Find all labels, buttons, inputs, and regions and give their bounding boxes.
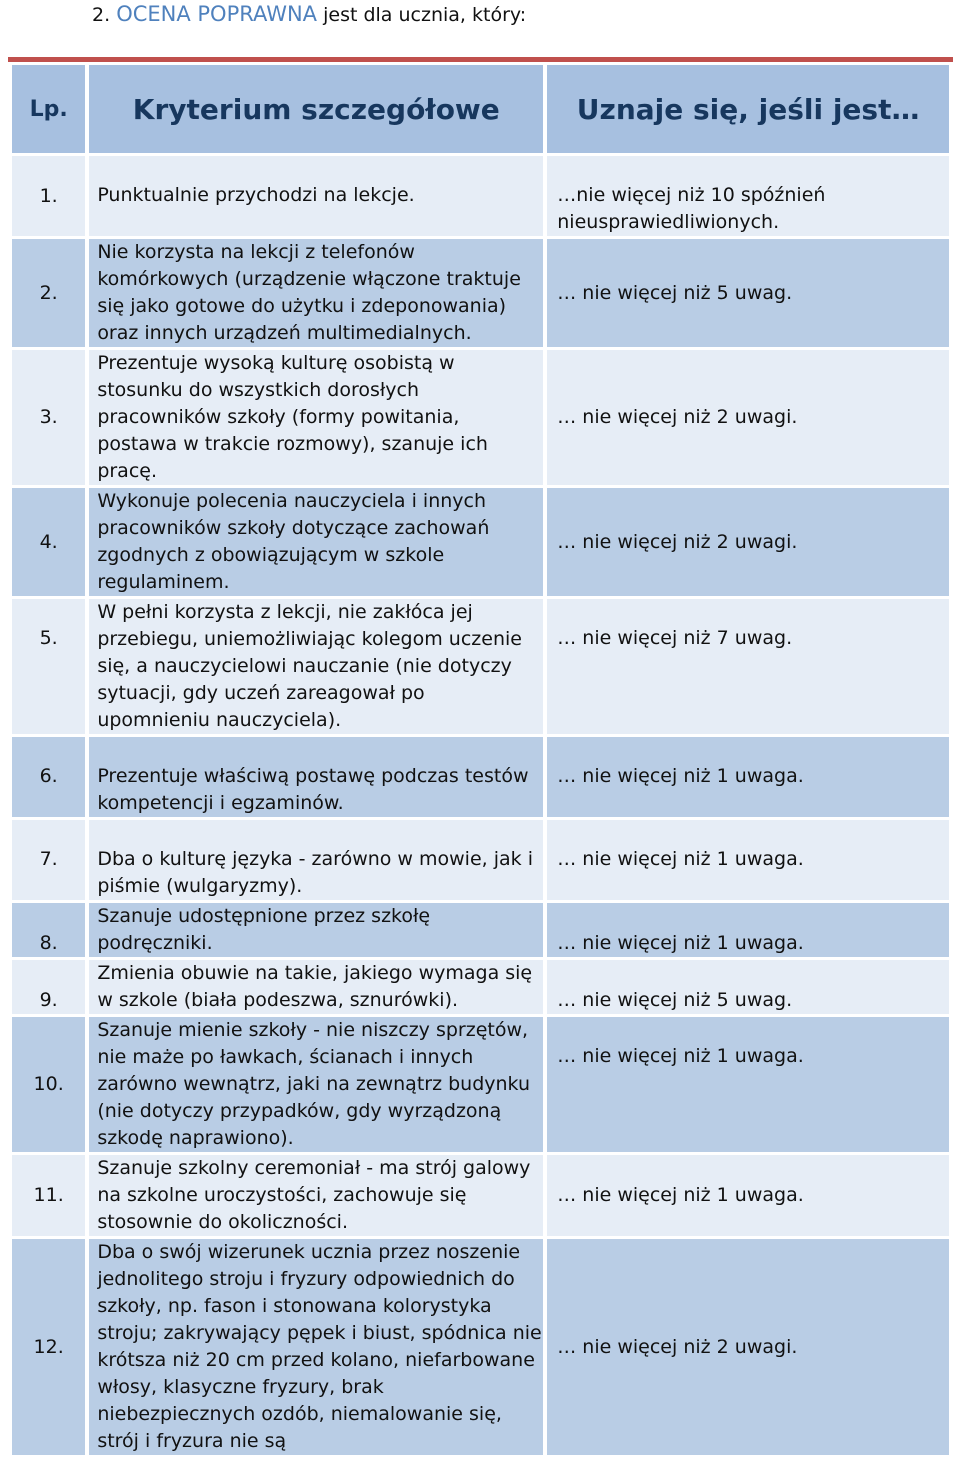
row-criterion: Dba o kulturę języka - zarówno w mowie, jak i piśmie (wulgaryzmy). (89, 820, 543, 900)
table-row (12, 1239, 949, 1455)
row-number: 4. (12, 488, 85, 596)
row-criterion: Szanuje udostępnione przez szkołę podręczniki. (89, 903, 543, 957)
table-row (12, 488, 949, 596)
row-number: 9. (12, 960, 85, 1014)
row-criterion: Szanuje szkolny ceremoniał - ma strój galowy na szkolne uroczystości, zachowuje się stosownie do okoliczności. (89, 1155, 543, 1236)
row-criterion: Szanuje mienie szkoły - nie niszczy sprzętów, nie maże po ławkach, ścianach i innych zarówno wewnątrz, jaki na zewnątrz budynku (nie dotyczy przypadków, gdy wyrządzoną szkodę naprawiono). (89, 1017, 543, 1152)
section-suffix: jest dla ucznia, który: (323, 4, 527, 26)
section-number: 2. (92, 4, 111, 26)
row-criterion: Nie korzysta na lekcji z telefonów komórkowych (urządzenie włączone traktuje się jako gotowe do użytku i zdeponowania) oraz innych urządzeń multimedialnych. (89, 239, 543, 347)
table-row (12, 156, 949, 236)
row-condition: … nie więcej niż 1 uwaga. (547, 737, 949, 817)
criteria-table (8, 62, 953, 1458)
row-condition: … nie więcej niż 7 uwag. (547, 599, 949, 734)
section-heading (92, 2, 526, 26)
table-header-row (12, 65, 949, 153)
row-criterion: Prezentuje właściwą postawę podczas testów kompetencji i egzaminów. (89, 737, 543, 817)
row-condition: … nie więcej niż 1 uwaga. (547, 903, 949, 957)
row-number: 6. (12, 737, 85, 817)
row-number: 8. (12, 903, 85, 957)
row-criterion: Zmienia obuwie na takie, jakiego wymaga się w szkole (biała podeszwa, sznurówki). (89, 960, 543, 1014)
table-row (12, 239, 949, 347)
table-row (12, 1155, 949, 1236)
header-lp: Lp. (12, 65, 85, 153)
header-criterion: Kryterium szczegółowe (89, 65, 543, 153)
row-number: 2. (12, 239, 85, 347)
row-condition: … nie więcej niż 5 uwag. (547, 960, 949, 1014)
row-number: 11. (12, 1155, 85, 1236)
table-row (12, 960, 949, 1014)
header-condition: Uznaje się, jeśli jest… (547, 65, 949, 153)
row-condition: … nie więcej niż 1 uwaga. (547, 1017, 949, 1152)
row-criterion: Dba o swój wizerunek ucznia przez noszenie jednolitego stroju i fryzury odpowiednich do szkoły, np. fason i stonowana kolorystyka stroju; zakrywający pępek i biust, spódnica nie krótsza niż 20 cm przed kolano, niefarbowane włosy, klasyczne fryzury, brak niebezpiecznych ozdób, niemalowanie się, strój i fryzura nie są (89, 1239, 543, 1455)
row-condition: … nie więcej niż 2 uwagi. (547, 488, 949, 596)
grade-name: OCENA POPRAWNA (116, 2, 318, 26)
table-row (12, 737, 949, 817)
row-condition: … nie więcej niż 5 uwag. (547, 239, 949, 347)
row-criterion: Prezentuje wysoką kulturę osobistą w stosunku do wszystkich dorosłych pracowników szkoły (formy powitania, postawa w trakcie rozmowy), szanuje ich pracę. (89, 350, 543, 485)
row-criterion: Punktualnie przychodzi na lekcje. (89, 156, 543, 236)
row-condition: … nie więcej niż 1 uwaga. (547, 1155, 949, 1236)
row-number: 10. (12, 1017, 85, 1152)
row-condition: … nie więcej niż 2 uwagi. (547, 350, 949, 485)
table-row (12, 599, 949, 734)
row-criterion: Wykonuje polecenia nauczyciela i innych pracowników szkoły dotyczące zachowań zgodnych z obowiązującym w szkole regulaminem. (89, 488, 543, 596)
row-condition: …nie więcej niż 10 spóźnień nieusprawiedliwionych. (547, 156, 949, 236)
table-row (12, 1017, 949, 1152)
row-number: 12. (12, 1239, 85, 1455)
row-criterion: W pełni korzysta z lekcji, nie zakłóca jej przebiegu, uniemożliwiając kolegom uczenie się, a nauczycielowi nauczanie (nie dotyczy sytuacji, gdy uczeń zareagował po upomnieniu nauczyciela). (89, 599, 543, 734)
row-condition: … nie więcej niż 1 uwaga. (547, 820, 949, 900)
table-row (12, 350, 949, 485)
row-number: 5. (12, 599, 85, 734)
table-row (12, 903, 949, 957)
row-number: 3. (12, 350, 85, 485)
row-number: 1. (12, 156, 85, 236)
row-number: 7. (12, 820, 85, 900)
table-row (12, 820, 949, 900)
row-condition: … nie więcej niż 2 uwagi. (547, 1239, 949, 1455)
